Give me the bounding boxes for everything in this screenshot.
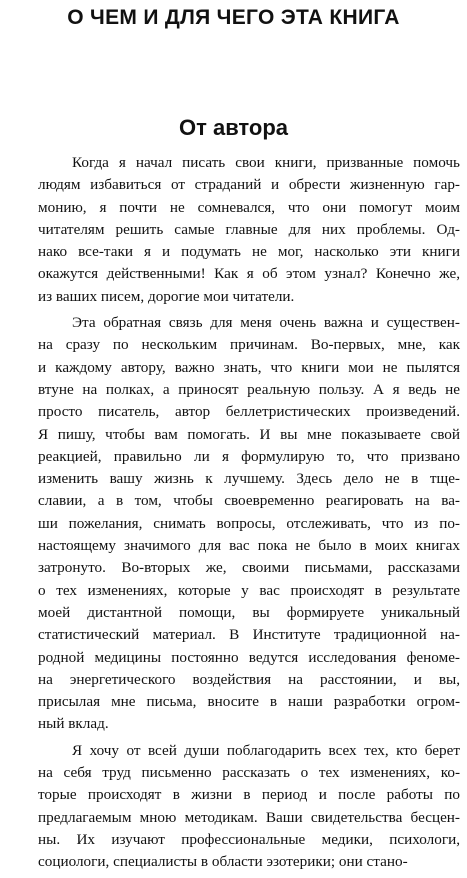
text-line: моей дистантной помощи, вы формируете уникальный [38, 603, 460, 621]
text-line: присылая мне письма, вносите в наши разработки огром- [38, 693, 460, 711]
text-line: ны. Их изучают профессиональные медики, психологи, [38, 830, 460, 848]
text-line: монию, я почти не сомневался, что они помогут моим [38, 198, 460, 216]
paragraph [38, 740, 460, 874]
text-line: ши пожелания, снимать вопросы, отслеживать, что из по- [38, 514, 460, 532]
text-line: торые происходят в жизни в период и после работы по [38, 786, 460, 804]
text-line: на себя труд письменно рассказать о тех изменениях, ко- [38, 764, 460, 782]
text-line: реакцией, правильно ли я формулирую то, что призвано [38, 447, 460, 465]
text-line: Я пишу, чтобы вам помогать. И вы мне показываете свой [38, 425, 460, 443]
text-line: изменить вашу жизнь к лучшему. Здесь дело не в тще- [38, 470, 460, 488]
text-line: просто писатель, автор беллетристических произведений. [38, 403, 460, 421]
text-line: настоящему значимого для вас пока не было в моих книгах [38, 537, 460, 555]
section-title: От автора [178, 115, 289, 140]
text-line: читателям решить самые главные для них проблемы. Од- [38, 220, 460, 238]
text-line: и каждому автору, важно знать, что книги мои не пылятся [38, 358, 460, 376]
text-line: затронуто. Во-вторых же, своими письмами, рассказами [38, 559, 460, 577]
text-line: о тех изменениях, которые у вас происходят в результате [38, 581, 460, 599]
text-line: Эта обратная связь для меня очень важна и существен- [72, 314, 460, 332]
text-line: статистический материал. В Институте традиционной на- [38, 626, 460, 644]
chapter-title: О ЧЕМ И ДЛЯ ЧЕГО ЭТА КНИГА [67, 6, 400, 29]
text-line: Я хочу от всей души поблагодарить всех тех, кто берет [72, 741, 460, 759]
text-line: из ваших писем, дорогие мои читатели. [38, 287, 295, 305]
text-line: на сразу по нескольким причинам. Во-первых, мне, как [38, 336, 460, 354]
text-line: славии, а в том, чтобы своевременно реагировать на ва- [38, 492, 460, 510]
paragraph [38, 152, 460, 308]
text-line: ный вклад. [38, 715, 109, 733]
body-text [38, 152, 460, 878]
text-line: Когда я начал писать свои книги, призванные помочь [72, 154, 460, 171]
text-line: втуне на полках, а приносят реальную пользу. А я ведь не [38, 380, 460, 398]
text-line: окажутся действенными! Как я об этом узнал? Конечно же, [38, 265, 460, 283]
text-line: нако все-таки я и подумать не мог, насколько эти книги [38, 243, 460, 261]
text-line: на энергетического воздействия на расстоянии, и вы, [38, 670, 460, 688]
text-line: предлагаемым мною методикам. Ваши свидетельства бесцен- [38, 808, 460, 826]
paragraph [38, 312, 460, 736]
text-line: социологи, специалисты в области эзотерики; они стано- [38, 853, 408, 871]
text-line: родной медицины постоянно ведутся исследования феноме- [38, 648, 460, 666]
text-line: людям избавиться от страданий и обрести жизненную гар- [38, 176, 460, 194]
